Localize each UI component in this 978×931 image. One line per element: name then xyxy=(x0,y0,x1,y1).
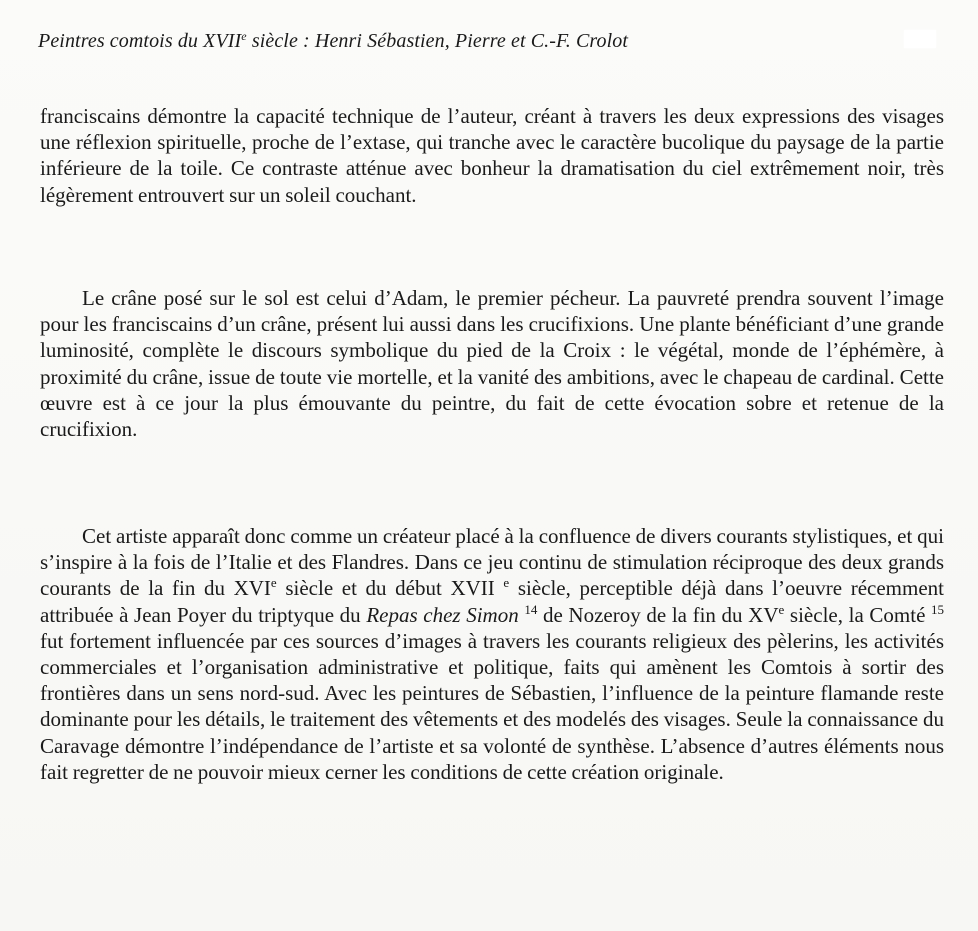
artwork-title: Repas chez Simon xyxy=(366,602,519,627)
paragraph-3-text-2: siècle et du début XVII xyxy=(276,576,504,601)
paragraph-3-text-5: de Nozeroy de la fin du XV xyxy=(537,602,779,627)
running-header xyxy=(38,26,628,56)
superscript-century-xvi: e xyxy=(270,575,277,591)
paragraph-3 xyxy=(40,523,944,785)
superscript-century-xvii: e xyxy=(503,575,510,591)
paragraph-1: franciscains démontre la capacité technique de l’auteur, créant à travers les deux expressions des visages une réflexion spirituelle, proche de l’extase, qui tranche avec le caractère bucolique du paysage de la partie inférieure de la toile. Ce contraste atténue avec bonheur la dramatisation du ciel extrêmement noir, très légèrement entrouvert sur un soleil couchant. xyxy=(40,104,944,207)
paragraph-3-text-1: Cet artiste apparaît donc comme un créateur placé à la confluence de divers courants stylistiques, et qui s’inspire à la fois de l’Italie et des Flandres. Dans ce jeu continu de stimulation réciproque des deux grands courants de la fin du XVI xyxy=(40,524,944,601)
paragraph-3-text-6: siècle, la Comté xyxy=(784,602,932,627)
header-title-before: Peintres comtois du XVII xyxy=(38,30,242,52)
superscript-century-xv: e xyxy=(778,601,785,617)
scan-white-mark xyxy=(904,30,936,48)
header-title-after: siècle : Henri Sébastien, Pierre et C.-F. Crolot xyxy=(246,30,629,52)
footnote-ref-14: 14 xyxy=(524,601,538,617)
header-title-superscript: e xyxy=(241,29,247,43)
paragraph-2: Le crâne posé sur le sol est celui d’Adam, le premier pécheur. La pauvreté prendra souvent l’image pour les franciscains d’un crâne, présent lui aussi dans les crucifixions. Une plante bénéficiant d’une grande luminosité, complète le discours symbolique du pied de la Croix : le végétal, monde de l’éphémère, à proximité du crâne, issue de toute vie mortelle, et la vanité des ambitions, avec le chapeau de cardinal. Cette œuvre est à ce jour la plus émouvante du peintre, du fait de cette évocation sobre et retenue de la crucifixion. xyxy=(40,286,944,442)
paragraph-3-text-3: siècle, perceptible déjà dans l’oeuvre récemment attribuée à Jean Poyer du triptyque du xyxy=(40,576,944,627)
paragraph-3-text-7: fut fortement influencée par ces sources d’images à travers les courants religieux des pèlerins, les activités commerciales et l’organisation administrative et politique, faits qui amènent les Comtois à sortir des frontières dans un sens nord-sud. Avec les peintures de Sébastien, l’influence de la peinture flamande reste dominante pour les détails, le traitement des vêtements et des modelés des visages. Seule la connaissance du Caravage démontre l’indépendance de l’artiste et sa volonté de synthèse. L’absence d’autres éléments nous fait regretter de ne pouvoir mieux cerner les conditions de cette création originale. xyxy=(40,628,944,784)
footnote-ref-15: 15 xyxy=(931,601,945,617)
